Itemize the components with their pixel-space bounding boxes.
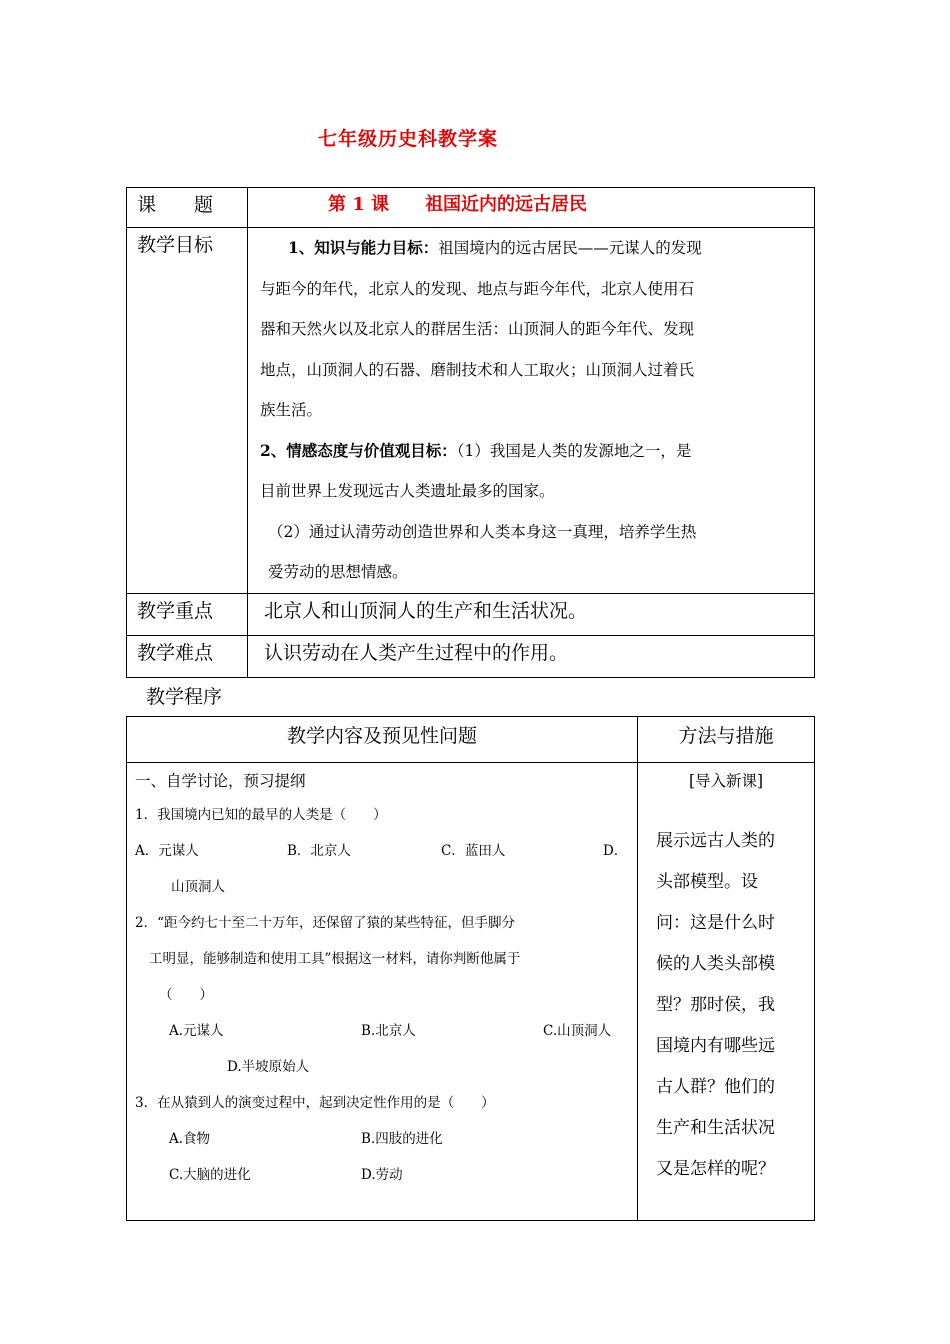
method-title: [导入新课] [688,772,764,790]
lesson-row [127,188,815,228]
procedure-body-row [127,763,815,1221]
objective-line: （2）通过认清劳动创造世界和人类本身这一真理，培养学生热 [268,522,697,541]
lesson-info-table [126,187,815,678]
question-2-options [135,1013,637,1049]
option: A.元谋人 [169,1023,224,1039]
option: C．蓝田人 [441,843,506,859]
content-cell [127,763,638,1221]
method-line: 候的人类头部模 [656,954,775,974]
procedure-header-row [127,717,815,763]
option: A.食物 [169,1131,211,1147]
difficulty-label: 教学难点 [127,636,248,678]
objective-line: 1、知识与能力目标：祖国境内的远古居民——元谋人的发现 [288,238,702,257]
option: B．北京人 [287,843,351,859]
question-1: 1．我国境内已知的最早的人类是（ ） [135,807,387,823]
question-3: 3．在从猿到人的演变过程中，起到决定性作用的是（ ） [135,1095,495,1111]
method-line: 古人群？他们的 [656,1077,775,1097]
question-3-options [135,1157,637,1193]
option: B.四肢的进化 [361,1131,443,1147]
difficulty-row [127,636,815,678]
difficulty-text: 认识劳动在人类产生过程中的作用。 [248,636,815,678]
objective-line: 与距今的年代，北京人的发现、地点与距今年代，北京人使用石 [260,279,695,298]
option: C.山顶洞人 [543,1023,612,1039]
option: B.北京人 [361,1023,416,1039]
key-point-row [127,594,815,636]
method-line: 头部模型。设 [656,872,758,892]
key-point-label: 教学重点 [127,594,248,636]
option: D.劳动 [361,1167,403,1183]
objective-line: 器和天然火以及北京人的群居生活：山顶洞人的距今年代、发现 [260,320,695,338]
question-2-line: （ ） [159,987,213,1003]
objective-line: 爱劳动的思想情感。 [268,563,408,581]
method-line: 国境内有哪些远 [656,1036,775,1056]
method-line: 生产和生活状况 [656,1118,775,1138]
option: A．元谋人 [135,843,199,859]
objective-line: 地点，山顶洞人的石器、磨制技术和人工取火；山顶洞人过着氏 [260,360,695,379]
question-2-line: 工明显，能够制造和使用工具”根据这一材料，请你判断他属于 [149,951,521,967]
objective-line: 族生活。 [260,401,323,419]
question-2-line: 2．“距今约七十至二十万年，还保留了猿的某些特征，但手脚分 [135,915,515,931]
lesson-number: 第 1 课 [328,194,390,215]
option: 山顶洞人 [171,879,225,895]
lesson-label: 课 题 [127,188,248,228]
method-line: 问：这是什么时 [656,913,775,933]
question-1-options [135,833,637,869]
procedure-label: 教学程序 [146,686,223,708]
key-point-text: 北京人和山顶洞人的生产和生活状况。 [248,594,815,636]
method-line: 展示远古人类的 [656,831,775,851]
objectives-content [248,228,815,594]
objectives-row [127,228,815,594]
objective-line: 目前世界上发现远古人类遗址最多的国家。 [260,482,555,500]
option: C.大脑的进化 [169,1167,251,1183]
method-header: 方法与措施 [638,717,815,763]
question-3-options [135,1121,637,1157]
method-line: 型？那时侯，我 [656,995,775,1015]
section-heading: 一、自学讨论，预习提纲 [135,772,306,790]
option: D． [603,843,628,859]
content-header: 教学内容及预见性问题 [127,717,638,763]
lesson-name: 祖国近内的远古居民 [425,194,588,215]
objective-line: 2、情感态度与价值观目标：（1）我国是人类的发源地之一，是 [260,440,692,460]
option: D.半坡原始人 [227,1059,310,1075]
method-line: 又是怎样的呢？ [656,1159,775,1179]
lesson-title [248,188,815,228]
objectives-label: 教学目标 [127,228,248,594]
document-title: 七年级历史科教学案 [318,128,499,150]
method-cell [638,763,815,1221]
procedure-table [126,716,815,1221]
